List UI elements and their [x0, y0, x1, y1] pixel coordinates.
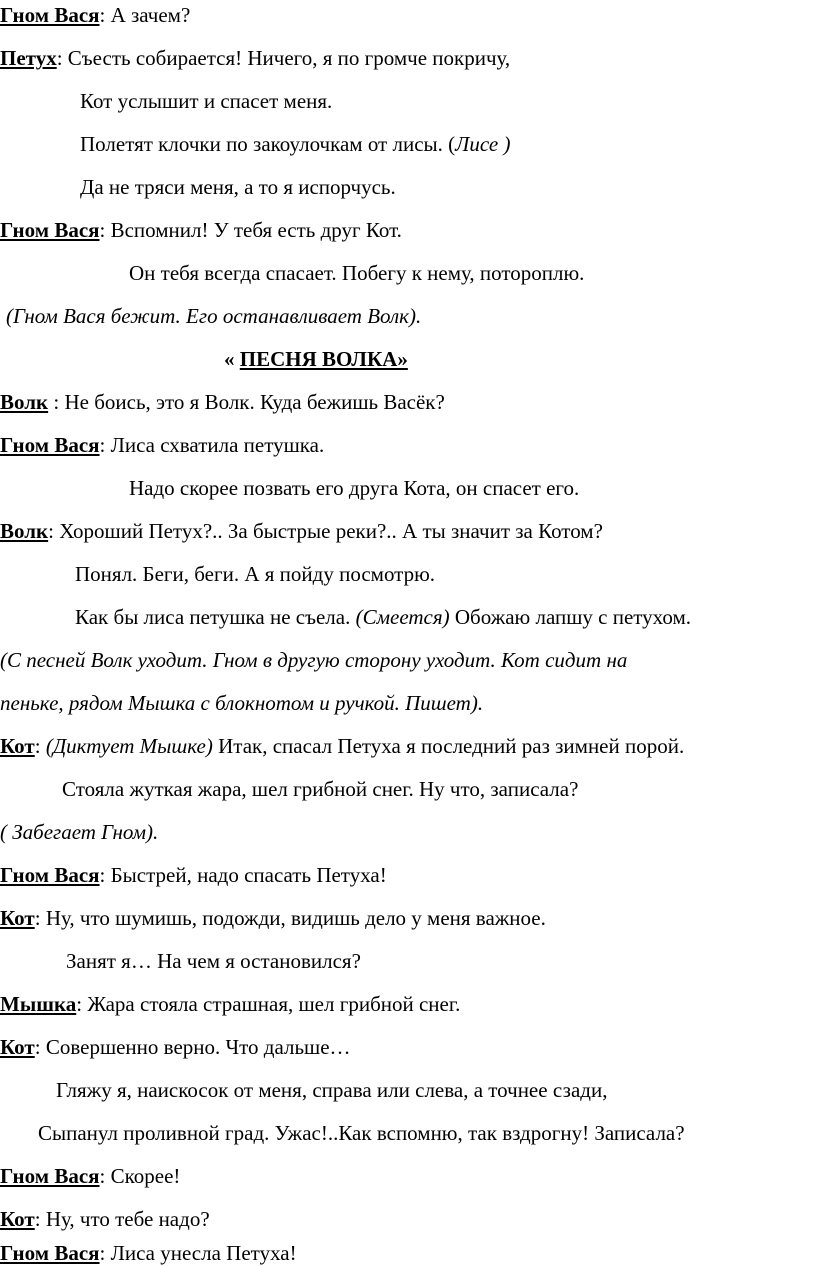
speaker-name: Кот: [0, 734, 35, 758]
line-text: : Ну, что шумишь, подожди, видишь дело у меня важное.: [34, 906, 546, 930]
script-line: [80, 88, 332, 114]
script-line: [0, 1240, 297, 1266]
line-text: : А зачем?: [99, 3, 191, 27]
script-line: [0, 1206, 210, 1232]
speaker-name: Гном Вася: [0, 863, 100, 887]
stage-direction: (Гном Вася бежит. Его останавливает Волк).: [6, 304, 422, 328]
script-line: [0, 518, 603, 544]
script-line: [0, 819, 158, 845]
speaker-name: Кот: [0, 1035, 35, 1059]
line-text: Гляжу я, наискосок от меня, справа или слева, а точнее сзади,: [56, 1078, 608, 1102]
line-text: : Лиса схватила петушка.: [99, 433, 325, 457]
line-text: :: [34, 734, 46, 758]
stage-direction: (Смеется): [355, 605, 450, 629]
script-line: [75, 604, 691, 630]
script-line: [0, 432, 324, 458]
line-text: Да не тряси меня, а то я испорчусь.: [80, 175, 396, 199]
script-line: [56, 1077, 607, 1103]
script-line: [6, 303, 421, 329]
script-line: [129, 475, 579, 501]
speaker-name: Кот: [0, 906, 35, 930]
script-line: [0, 647, 627, 673]
line-text: : Быстрей, надо спасать Петуха!: [99, 863, 387, 887]
line-text: Полетят клочки по закоулочкам от лисы. (: [80, 132, 456, 156]
line-text: : Лиса унесла Петуха!: [99, 1241, 297, 1265]
stage-direction: Лисе ): [455, 132, 511, 156]
script-line: [80, 174, 396, 200]
line-text: Как бы лиса петушка не съела.: [75, 605, 356, 629]
speaker-name: Волк: [0, 519, 49, 543]
speaker-name: Гном Вася: [0, 1164, 100, 1188]
script-line: [0, 1034, 351, 1060]
line-text: : Жара стояла страшная, шел грибной снег.: [76, 992, 461, 1016]
line-text: : Совершенно верно. Что дальше…: [34, 1035, 351, 1059]
title-quote: «: [224, 347, 240, 371]
speaker-name: Петух: [0, 46, 57, 70]
line-text: : Съесть собирается! Ничего, я по громче покричу,: [56, 46, 511, 70]
line-text: Он тебя всегда спасает. Побегу к нему, потороплю.: [129, 261, 585, 285]
line-text: : Не боись, это я Волк. Куда бежишь Васёк?: [48, 390, 445, 414]
stage-direction: пеньке, рядом Мышка с блокнотом и ручкой. Пишет).: [0, 691, 484, 715]
speaker-name: Волк: [0, 390, 49, 414]
script-line: [38, 1120, 685, 1146]
script-line: [0, 2, 190, 28]
speaker-name: Гном Вася: [0, 3, 100, 27]
line-text: Обожаю лапшу с петухом.: [449, 605, 692, 629]
speaker-name: Кот: [0, 1207, 35, 1231]
script-line: [0, 862, 387, 888]
script-line: [0, 45, 510, 71]
script-line: [0, 905, 546, 931]
line-text: Стояла жуткая жара, шел грибной снег. Ну что, записала?: [62, 777, 579, 801]
song-title: [224, 346, 408, 372]
script-line: [0, 1163, 180, 1189]
script-line: [0, 733, 684, 759]
stage-direction: (С песней Волк уходит. Гном в другую сторону уходит. Кот сидит на: [0, 648, 628, 672]
line-text: Понял. Беги, беги. А я пойду посмотрю.: [75, 562, 436, 586]
script-line: [75, 561, 435, 587]
script-line: [129, 260, 584, 286]
speaker-name: Мышка: [0, 992, 77, 1016]
script-line: [0, 217, 402, 243]
script-line: [0, 991, 460, 1017]
title-text: ПЕСНЯ ВОЛКА»: [239, 347, 408, 371]
stage-direction: (Диктует Мышке): [45, 734, 213, 758]
speaker-name: Гном Вася: [0, 433, 100, 457]
line-text: Занят я… На чем я остановился?: [66, 949, 361, 973]
line-text: Кот услышит и спасет меня.: [80, 89, 333, 113]
speaker-name: Гном Вася: [0, 1241, 100, 1265]
stage-direction: ( Забегает Гном).: [0, 820, 159, 844]
speaker-name: Гном Вася: [0, 218, 100, 242]
line-text: Итак, спасал Петуха я последний раз зимней порой.: [212, 734, 685, 758]
script-line: [66, 948, 361, 974]
line-text: : Ну, что тебе надо?: [34, 1207, 210, 1231]
script-line: [80, 131, 510, 157]
line-text: : Хороший Петух?.. За быстрые реки?.. А ты значит за Котом?: [48, 519, 603, 543]
script-line: [62, 776, 578, 802]
line-text: : Вспомнил! У тебя есть друг Кот.: [99, 218, 402, 242]
line-text: Сыпанул проливной град. Ужас!..Как вспомню, так вздрогну! Записала?: [38, 1121, 685, 1145]
script-line: [0, 690, 483, 716]
line-text: Надо скорее позвать его друга Кота, он спасет его.: [129, 476, 580, 500]
line-text: : Скорее!: [99, 1164, 181, 1188]
script-line: [0, 389, 445, 415]
